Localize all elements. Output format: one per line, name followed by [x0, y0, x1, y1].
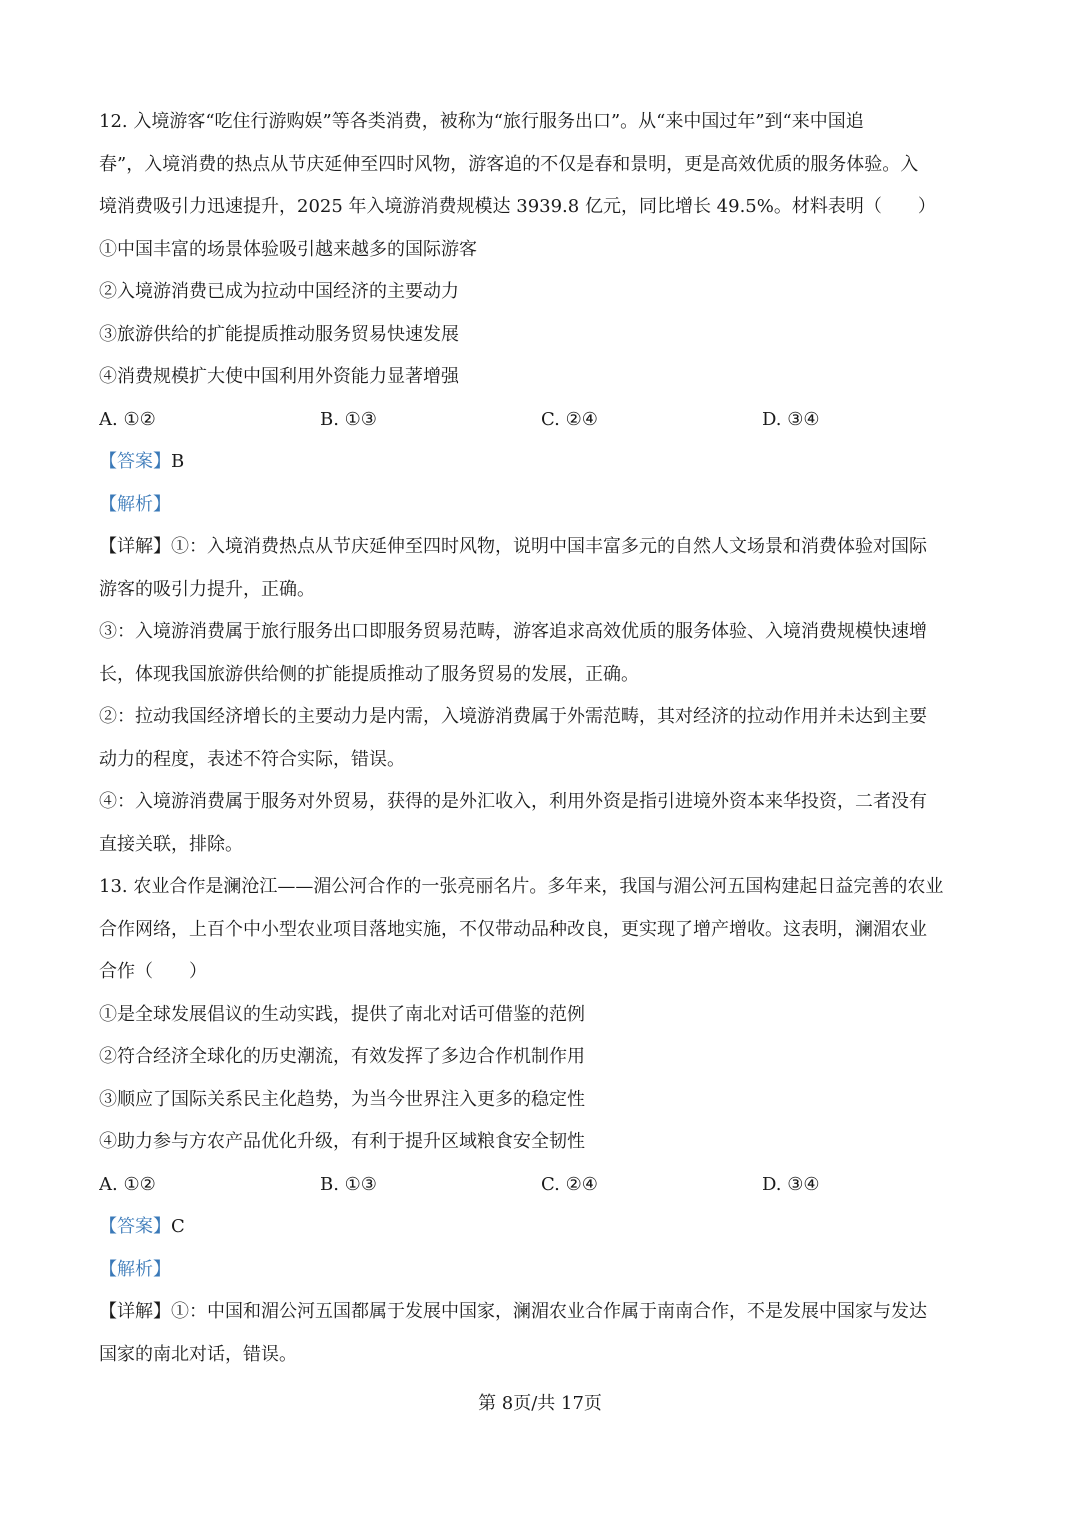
answer-choices: [99, 1164, 985, 1207]
detail-line: 直接关联，排除。: [99, 833, 243, 855]
detail-text: ①：入境消费热点从节庆延伸至四时风物，说明中国丰富多元的自然人文场景和消费体验对国际: [171, 536, 927, 557]
answer-value: C: [171, 1216, 185, 1237]
statement-option: ②入境游消费已成为拉动中国经济的主要动力: [99, 281, 459, 302]
detail-label: 【详解】: [99, 1301, 171, 1322]
choice-c: C. ②④: [541, 408, 598, 430]
choice-a: A. ①②: [99, 408, 156, 430]
question-stem-line: 13. 农业合作是澜沧江——湄公河合作的一张亮丽名片。多年来，我国与湄公河五国构建起日益完善的农业: [99, 876, 944, 897]
detail-line: ③：入境游消费属于旅行服务出口即服务贸易范畴，游客追求高效优质的服务体验、入境消费规模快速增: [99, 621, 927, 642]
answer-line: [99, 1206, 985, 1249]
detail-line: ④：入境游消费属于服务对外贸易，获得的是外汇收入，利用外资是指引进境外资本来华投资，二者没有: [99, 791, 927, 812]
answer-line: [99, 441, 985, 484]
answer-label: 【答案】: [99, 451, 171, 472]
detail-line: 长，体现我国旅游供给侧的扩能提质推动了服务贸易的发展，正确。: [99, 663, 639, 685]
statement-option: ③旅游供给的扩能提质推动服务贸易快速发展: [99, 323, 459, 345]
question-stem-line: 合作网络，上百个中小型农业项目落地实施，不仅带动品种改良，更实现了增产增收。这表明，澜湄农业: [99, 918, 927, 940]
statement-option: ③顺应了国际关系民主化趋势，为当今世界注入更多的稳定性: [99, 1088, 585, 1110]
analysis-label: 【解析】: [99, 1258, 171, 1280]
choice-d: D. ③④: [762, 1173, 820, 1195]
question-stem-line: 12. 入境游客“吃住行游购娱”等各类消费，被称为“旅行服务出口”。从“来中国过年”到“来中国追: [99, 111, 864, 132]
detail-text: ①：中国和湄公河五国都属于发展中国家，澜湄农业合作属于南南合作，不是发展中国家与发达: [171, 1301, 927, 1322]
detail-line: 游客的吸引力提升，正确。: [99, 578, 315, 600]
detail-line: ②：拉动我国经济增长的主要动力是内需，入境游消费属于外需范畴，其对经济的拉动作用并未达到主要: [99, 706, 927, 727]
answer-choices: [99, 399, 985, 442]
question-12: [99, 101, 985, 866]
question-13: [99, 866, 985, 1376]
statement-option: ④助力参与方农产品优化升级，有利于提升区域粮食安全韧性: [99, 1131, 585, 1152]
document-body: [99, 101, 985, 1376]
statement-option: ①是全球发展倡议的生动实践，提供了南北对话可借鉴的范例: [99, 1003, 585, 1025]
statement-option: ②符合经济全球化的历史潮流，有效发挥了多边合作机制作用: [99, 1046, 585, 1067]
question-stem-line: 春”，入境消费的热点从节庆延伸至四时风物，游客追的不仅是春和景明，更是高效优质的服务体验。入: [99, 153, 919, 175]
detail-line: 动力的程度，表述不符合实际，错误。: [99, 748, 405, 770]
statement-option: ①中国丰富的场景体验吸引越来越多的国际游客: [99, 238, 477, 260]
answer-label: 【答案】: [99, 1216, 171, 1237]
choice-a: A. ①②: [99, 1173, 156, 1195]
detail-line: [99, 526, 985, 569]
statement-option: ④消费规模扩大使中国利用外资能力显著增强: [99, 366, 459, 387]
detail-line: [99, 1291, 985, 1334]
detail-line: 国家的南北对话，错误。: [99, 1343, 297, 1365]
answer-value: B: [171, 451, 185, 472]
question-stem-line: 境消费吸引力迅速提升，2025 年入境游消费规模达 3939.8 亿元，同比增长 49.5%。材料表明（ ）: [99, 196, 936, 217]
page-footer: 第 8页/共 17页: [478, 1393, 602, 1414]
analysis-label: 【解析】: [99, 493, 171, 515]
choice-d: D. ③④: [762, 408, 820, 430]
question-stem-line: 合作（ ）: [99, 961, 207, 982]
detail-label: 【详解】: [99, 536, 171, 557]
choice-c: C. ②④: [541, 1173, 598, 1195]
choice-b: B. ①③: [320, 408, 377, 430]
choice-b: B. ①③: [320, 1173, 377, 1195]
